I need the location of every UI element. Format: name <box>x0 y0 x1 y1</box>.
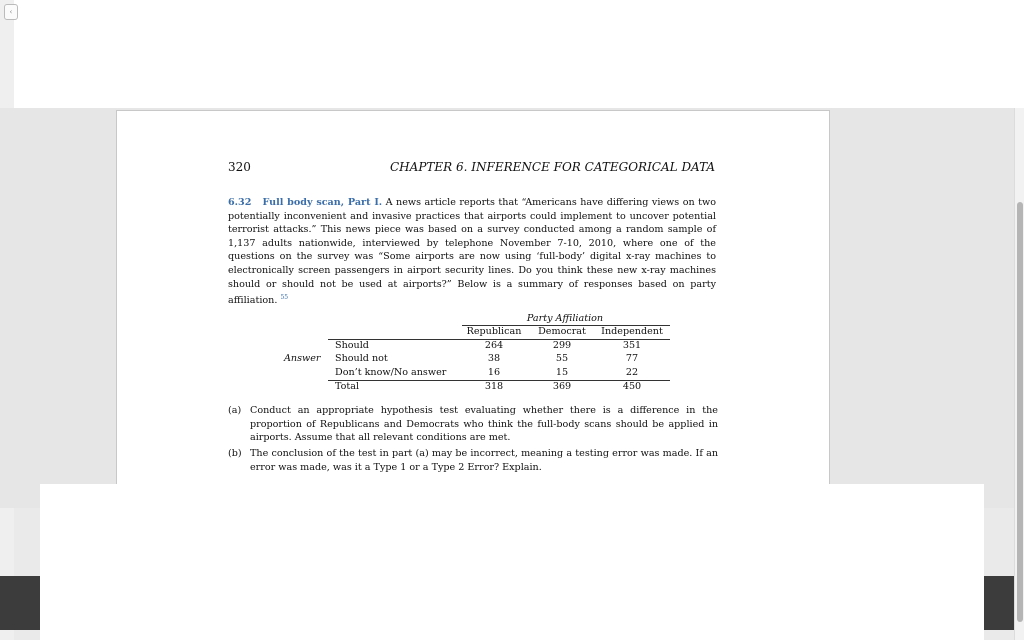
table-cell: 22 <box>625 367 639 378</box>
part-a-text: Conduct an appropriate hypothesis test evaluating whether there is a difference in the proportion of Republicans and Democrats who think the full-body scans should be applied in airports. Assume that all relevant conditions are met. <box>250 405 718 444</box>
party-affiliation-label: Party Affiliation <box>526 313 604 324</box>
table-cell: 351 <box>622 340 642 351</box>
page-number: 320 <box>228 160 251 174</box>
table-cell: 55 <box>555 353 569 364</box>
table-cell: 264 <box>484 340 504 351</box>
row-label-dont-know: Don’t know/No answer <box>335 367 447 378</box>
part-b <box>228 447 718 474</box>
table-cell: 369 <box>552 381 572 392</box>
part-b-label: (b) <box>228 448 242 459</box>
problem-id: 6.32 <box>228 197 252 208</box>
back-button[interactable]: ‹ <box>4 4 18 20</box>
chapter-title: CHAPTER 6. INFERENCE FOR CATEGORICAL DATA <box>390 160 716 174</box>
viewer-bottom-area <box>40 484 984 640</box>
viewer-top-area <box>14 0 1024 108</box>
scrollbar-thumb[interactable] <box>1017 202 1023 622</box>
table-cell: 299 <box>552 340 572 351</box>
table-cell: 38 <box>487 353 501 364</box>
column-header-independent: Independent <box>601 326 663 337</box>
column-header-democrat: Democrat <box>538 326 586 337</box>
table-cell: 15 <box>555 367 569 378</box>
part-a-label: (a) <box>228 405 242 416</box>
table-cell: 450 <box>622 381 642 392</box>
row-label-should-not: Should not <box>335 353 388 364</box>
problem-statement <box>228 196 716 308</box>
part-a <box>228 404 718 445</box>
column-header-republican: Republican <box>466 326 522 337</box>
table-cell: 77 <box>625 353 639 364</box>
footnote-marker[interactable]: 55 <box>280 294 289 302</box>
problem-text: A news article reports that “Americans have differing views on two potentially inconvenient and invasive practices that airports could implement to uncover potential terrorist attacks.” This news piece was based on a survey conducted among a random sample of 1,137 adults nationwide, interviewed by telephone November 7-10, 2010, where one of the questions on the survey was “Some airports are now using ‘full-body’ digital x-ray machines to electronically screen passengers in airport security lines. Do you think these new x-ray machines should or should not be used at airports?” Below is a summary of responses based on party affiliation. <box>228 197 716 307</box>
answer-label: Answer <box>284 353 321 364</box>
part-b-text: The conclusion of the test in part (a) may be incorrect, meaning a testing error was made. If an error was made, was it a Type 1 or a Type 2 Error? Explain. <box>250 448 718 473</box>
table-cell: 16 <box>487 367 501 378</box>
problem-title: Full body scan, Part I. <box>262 197 383 208</box>
row-label-total: Total <box>335 381 360 392</box>
dark-panel-left <box>0 576 40 630</box>
table-cell: 318 <box>484 381 504 392</box>
dark-panel-right <box>984 576 1014 630</box>
vertical-scrollbar[interactable] <box>1014 108 1024 640</box>
row-label-should: Should <box>335 340 369 351</box>
